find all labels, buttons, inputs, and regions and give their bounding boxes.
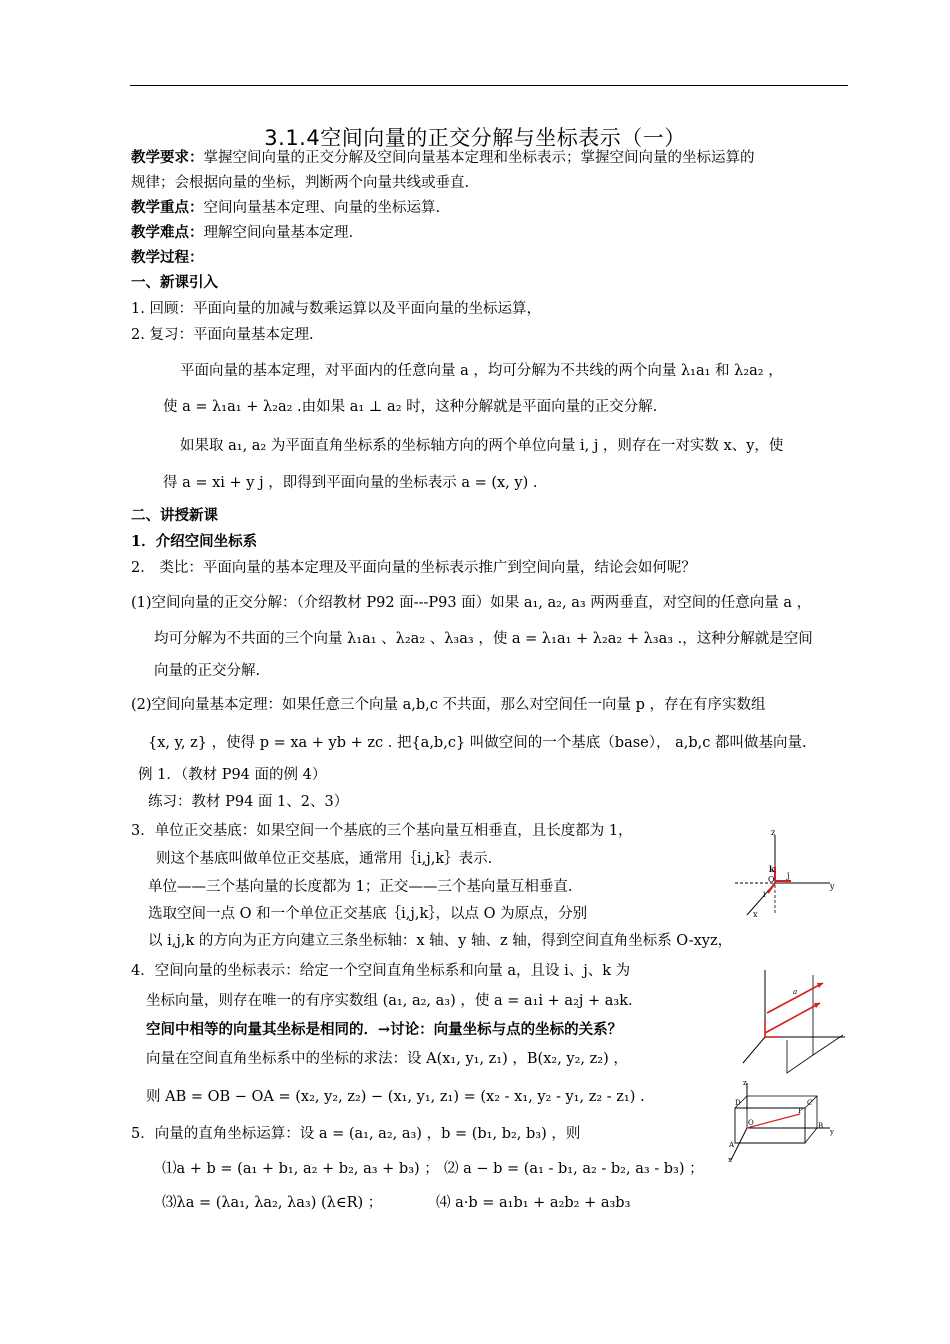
text-line: 则这个基底叫做单位正交基底，通常用｛i,j,k｝表示.: [156, 851, 493, 867]
box-front: [735, 1108, 805, 1143]
formula-sum: ⑴a + b = (a₁ + b₁, a₂ + b₂, a₃ + b₃) ；: [162, 1161, 439, 1177]
box-label: A: [729, 1141, 735, 1149]
box-label: O: [748, 1119, 754, 1127]
text-line: 5．向量的直角坐标运算：设 a = (a₁, a₂, a₃) ，b = (b₁, b₂, b₃) ，则: [131, 1126, 581, 1142]
box-label: B: [818, 1122, 824, 1130]
text-line: 得 a = xi + y j ，即得到平面向量的坐标表示 a = (x, y) .: [163, 475, 538, 491]
text-line: 如果取 a₁, a₂ 为平面直角坐标系的坐标轴方向的两个单位向量 i, j ，则存在一对实数 x、y，使: [180, 438, 784, 454]
text-line: 4．空间向量的坐标表示：给定一个空间直角坐标系和向量 a，且设 i、j、k 为: [131, 963, 631, 979]
header-rule: [130, 85, 848, 86]
text-line: (2)空间向量基本定理：如果任意三个向量 a,b,c 不共面，那么对空间任一向量 p ，存在有序实数组: [131, 697, 766, 713]
box-label: z: [743, 1079, 747, 1087]
axis-label: z: [771, 828, 776, 837]
box-label: x: [728, 1156, 732, 1163]
text-line: {x, y, z} ，使得 p = xa + yb + zc . 把{a,b,c} 叫做空间的一个基底（base）， a,b,c 都叫做基向量.: [148, 735, 807, 751]
box-label: D: [735, 1099, 741, 1107]
page-title: 3.1.4空间向量的正交分解与坐标表示（一）: [264, 126, 686, 150]
text-line: 平面向量的基本定理，对平面内的任意向量 a ，均可分解为不共线的两个向量 λ₁a₁ 和 λ₂a₂ ，: [180, 363, 783, 379]
text-line: 练习：教材 P94 面 1、2、3）: [148, 794, 349, 810]
text-line-keypoints: 教学重点：空间向量基本定理、向量的坐标运算.: [131, 199, 441, 216]
text-line: 规律；会根据向量的坐标，判断两个向量共线或垂直.: [131, 175, 470, 191]
text-line: 2. 复习：平面向量基本定理.: [131, 327, 314, 343]
i-vector: [768, 883, 775, 893]
text-line: 选取空间一点 O 和一个单位正交基底｛i,j,k｝，以点 O 为原点，分别: [148, 906, 588, 922]
text-line: 以 i,j,k 的方向为正方向建立三条坐标轴：x 轴、y 轴、z 轴，得到空间直角坐标系 O-xyz，: [148, 933, 733, 949]
text-line: 向量的正交分解.: [154, 663, 261, 679]
axis-label: y: [830, 882, 835, 891]
text-line: (1)空间向量的正交分解：（介绍教材 P92 面---P93 面）如果 a₁, a₂, a₃ 两两垂直，对空间的任意向量 a ，: [131, 595, 812, 611]
formula-dot: ⑷ a·b = a₁b₁ + a₂b₂ + a₃b₃: [436, 1195, 631, 1211]
text-line: 单位——三个基向量的长度都为 1；正交——三个基向量互相垂直.: [148, 879, 573, 895]
axis-label: i: [763, 890, 766, 899]
text-line-bold: 空间中相等的向量其坐标是相同的．→讨论：向量坐标与点的坐标的关系？: [146, 1021, 623, 1038]
vector-label: a: [793, 988, 798, 996]
subsection-heading: 1．介绍空间坐标系: [131, 533, 258, 550]
text-line: 向量在空间直角坐标系中的坐标的求法：设 A(x₁, y₁, z₁) ，B(x₂, y₂, z₂) ，: [146, 1051, 628, 1067]
projection-line: [813, 1035, 843, 1055]
text-line-requirements: 教学要求：掌握空间向量的正交分解及空间向量基本定理和坐标表示；掌握空间向量的坐标运算的: [131, 149, 755, 166]
text-line: 3．单位正交基底：如果空间一个基底的三个基向量互相垂直，且长度都为 1，: [131, 823, 633, 839]
section-heading: 教学过程：: [131, 249, 204, 266]
x-axis: [743, 1037, 765, 1063]
text-line-difficulty: 教学难点：理解空间向量基本定理.: [131, 224, 354, 241]
axis-label: O: [768, 875, 775, 884]
section-heading: 一、新课引入: [131, 274, 218, 291]
vector-a-copy: [765, 1003, 820, 1033]
text-line: 2． 类比：平面向量的基本定理及平面向量的坐标表示推广到空间向量，结论会如何呢？: [131, 560, 696, 576]
box-label: P: [798, 1107, 803, 1115]
text-line: 1. 回顾：平面向量的加减与数乘运算以及平面向量的坐标运算，: [131, 301, 541, 317]
axes-figure: [725, 825, 840, 920]
vector-op: [747, 1114, 800, 1128]
box-figure: [725, 1078, 840, 1163]
section-heading: 二、讲授新课: [131, 507, 218, 524]
text-line: 均可分解为不共面的三个向量 λ₁a₁ 、λ₂a₂ 、λ₃a₃ ，使 a = λ₁a₁ + λ₂a₂ + λ₃a₃ .，这种分解就是空间: [154, 631, 813, 647]
formula-difference: ⑵ a − b = (a₁ - b₁, a₂ - b₂, a₃ - b₃) ；: [444, 1161, 704, 1177]
text-line: 坐标向量，则存在唯一的有序实数组 (a₁, a₂, a₃) ，使 a = a₁i + a₂j + a₃k.: [146, 993, 633, 1009]
box-label: C: [807, 1099, 813, 1107]
vector-figure: [735, 965, 850, 1075]
axis-label: k: [769, 864, 775, 874]
text-line: 使 a = λ₁a₁ + λ₂a₂ .由如果 a₁ ⊥ a₂ 时，这种分解就是平面向量的正交分解.: [163, 399, 658, 415]
text-line: 例 1．（教材 P94 面的例 4）: [138, 767, 327, 783]
axis-label: x: [753, 910, 758, 919]
formula-scalar: ⑶λa = (λa₁, λa₂, λa₃) (λ∈R) ；: [162, 1195, 383, 1211]
axis-label: j: [787, 871, 790, 880]
text-line: 则 AB = OB − OA = (x₂, y₂, z₂) − (x₁, y₁, z₁) = (x₂ - x₁, y₂ - y₁, z₂ - z₁) .: [146, 1089, 645, 1105]
box-label: y: [830, 1128, 834, 1136]
